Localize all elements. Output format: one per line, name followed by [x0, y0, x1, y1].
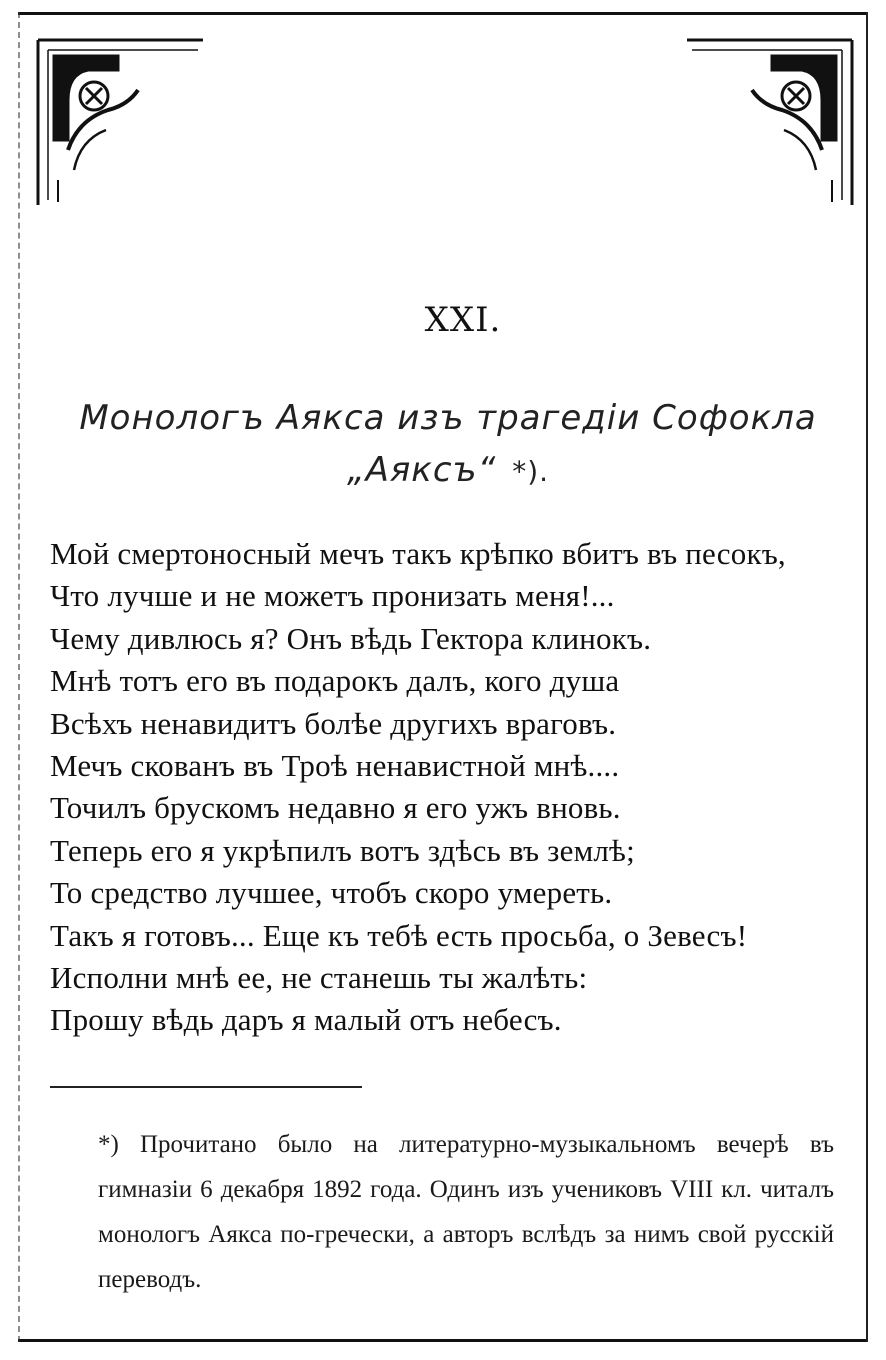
poem-line: То средство лучшее, чтобъ скоро умереть.	[50, 875, 613, 911]
title-work-name: „Аяксъ“	[346, 450, 497, 490]
footnote-paragraph	[50, 1122, 834, 1302]
poem-line: Прошу вѣдь даръ я малый отъ небесъ.	[50, 1002, 562, 1038]
title-footnote-mark: *).	[512, 455, 550, 488]
poem-line: Такъ я готовъ... Еще къ тебѣ есть просьба, о Зевесъ!	[50, 917, 748, 953]
poem-line: Всѣхъ ненавидитъ болѣе другихъ враговъ.	[50, 705, 617, 741]
left-border	[18, 12, 20, 1342]
poem-line: Мнѣ тотъ его въ подарокъ далъ, кого душа	[50, 663, 620, 699]
poem-title	[50, 392, 846, 498]
bottom-border	[18, 1339, 868, 1342]
chapter-number: XXI.	[424, 300, 502, 340]
corner-ornament-icon	[682, 30, 862, 210]
poem-line: Чему дивлюсь я? Онъ вѣдь Гектора клинокъ.	[50, 620, 652, 656]
footnote	[50, 1122, 834, 1302]
title-line-2	[50, 444, 846, 498]
footnote-text: Прочитано было на литературно-музыкальномъ вечерѣ въ гимназіи 6 декабря 1892 года. Одинъ изъ учениковъ VIII кл. читалъ монологъ Аякса по-гречески, а авторъ вслѣдъ за нимъ свой русскій переводъ.	[98, 1131, 834, 1293]
corner-ornament-icon	[28, 30, 208, 210]
footnote-marker: *)	[98, 1131, 119, 1158]
top-border	[18, 12, 868, 15]
poem-line: Исполни мнѣ ее, не станешь ты жалѣть:	[50, 959, 588, 995]
poem-line: Мечъ скованъ въ Троѣ ненавистной мнѣ....	[50, 747, 620, 783]
right-border	[866, 12, 868, 1342]
poem-line: Точилъ брускомъ недавно я его ужъ вновь.	[50, 790, 621, 826]
poem-line: Теперь его я укрѣпилъ вотъ здѣсь въ землѣ;	[50, 832, 635, 868]
poem-line: Мой смертоносный мечъ такъ крѣпко вбитъ въ песокъ,	[50, 536, 786, 571]
footnote-divider	[50, 1086, 362, 1088]
poem-body	[50, 533, 850, 1042]
poem-line: Что лучше и не можетъ пронизать меня!...	[50, 578, 615, 614]
title-line-1: Монологъ Аякса изъ трагедіи Софокла	[79, 398, 817, 438]
